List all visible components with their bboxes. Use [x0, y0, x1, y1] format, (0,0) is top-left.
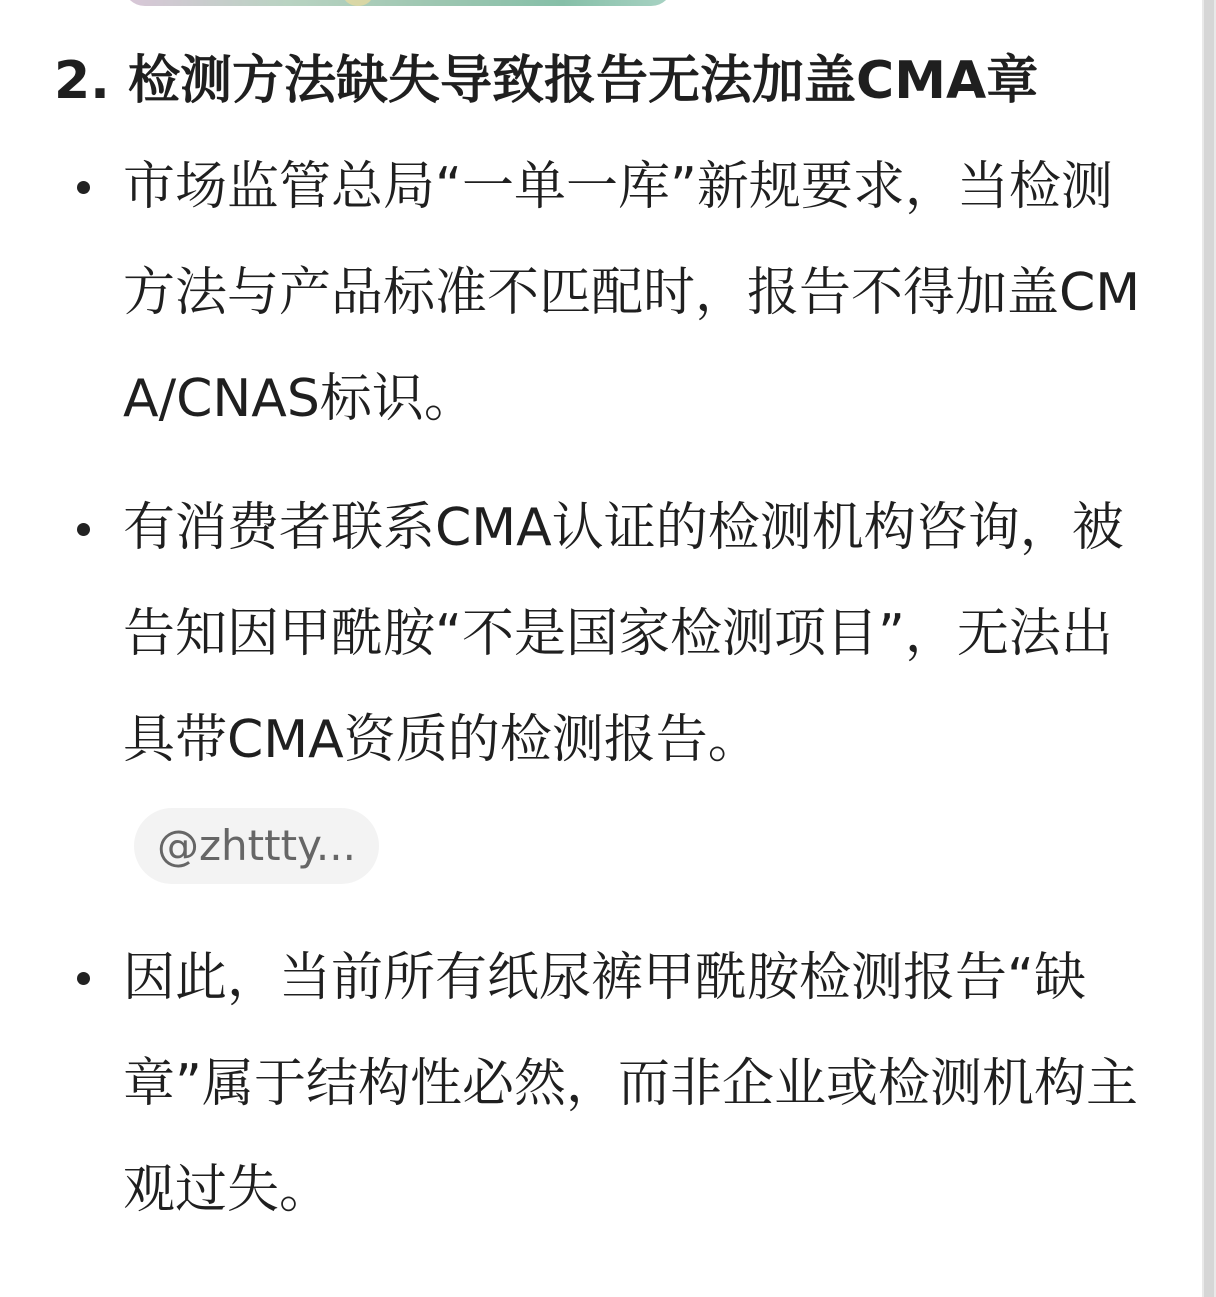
section-heading: 2. 检测方法缺失导致报告无法加盖CMA章	[54, 51, 1039, 111]
previous-image-bottom-edge[interactable]	[123, 0, 673, 6]
list-item-text: 因此，当前所有纸尿裤甲酰胺检测报告“缺章”属于结构性必然，而非企业或检测机构主观过失。	[123, 948, 1138, 1220]
bullet-dot-icon	[77, 181, 90, 194]
mention-chip[interactable]: @zhttty...	[134, 808, 379, 884]
scrollbar-track[interactable]	[1202, 0, 1216, 1297]
list-item-text: 市场监管总局“一单一库”新规要求，当检测方法与产品标准不匹配时，报告不得加盖CMA/CNAS标识。	[123, 157, 1141, 429]
list-item-text: 有消费者联系CMA认证的检测机构咨询，被告知因甲酰胺“不是国家检测项目”，无法出具带CMA资质的检测报告。	[123, 498, 1124, 770]
bullet-dot-icon	[77, 523, 90, 536]
scrollbar-thumb[interactable]	[1204, 0, 1214, 1297]
bullet-dot-icon	[77, 972, 90, 985]
